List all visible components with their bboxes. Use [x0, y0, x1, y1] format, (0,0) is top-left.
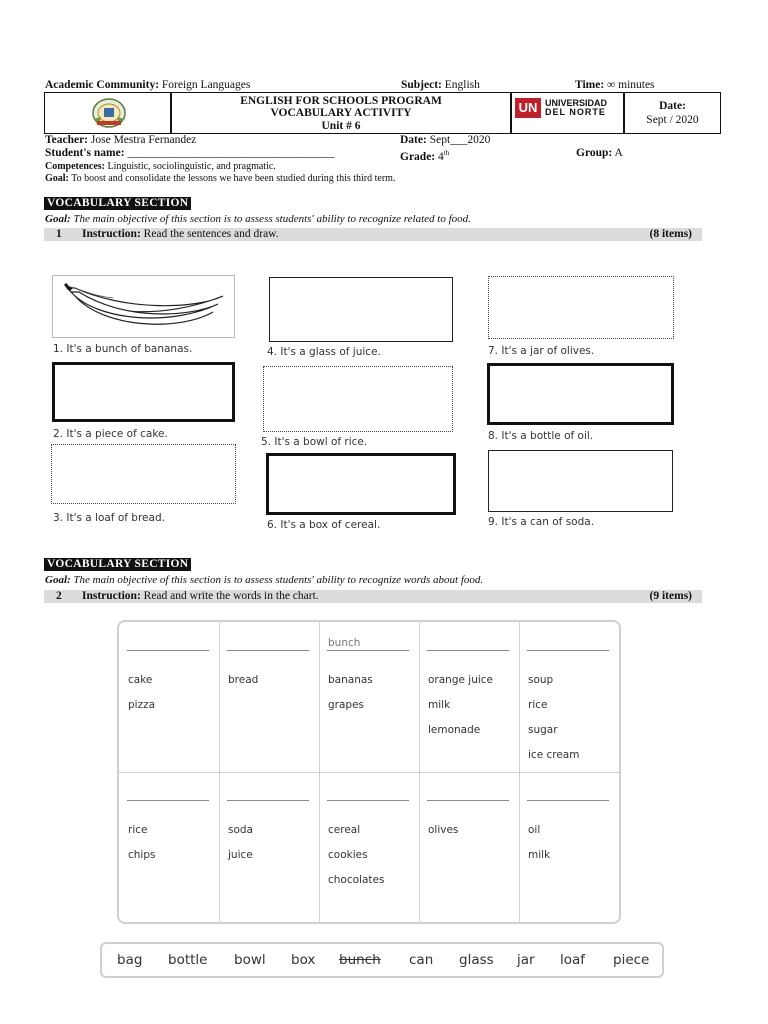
drawing-box-7[interactable] — [488, 276, 674, 339]
chart-cell — [319, 772, 419, 922]
chart-word: rice — [128, 824, 148, 836]
banana-image-box — [52, 275, 235, 338]
answer-blank[interactable] — [427, 800, 509, 801]
section2-goal: Goal: The main objective of this section is to assess students' ability to recognize words about food. — [45, 574, 484, 586]
chart-cell — [219, 622, 319, 772]
drawing-box-9[interactable] — [488, 450, 673, 512]
chart-word: juice — [228, 849, 253, 861]
word-bank-item: can — [409, 952, 434, 968]
caption-5: 5. It's a bowl of rice. — [261, 436, 368, 448]
goal: Goal: To boost and consolidate the lessons we have been studied during this third term. — [45, 173, 396, 184]
chart-cell — [519, 622, 619, 772]
chart-cell — [119, 772, 219, 922]
chart-word: cereal — [328, 824, 361, 836]
word-bank-item: glass — [459, 952, 494, 968]
unit-title: Unit # 6 — [321, 120, 361, 132]
subject: Subject: English — [401, 79, 480, 91]
grade: Grade: 4th — [400, 149, 450, 163]
section1-tag: VOCABULARY SECTION — [44, 197, 191, 210]
competences: Competences: Linguistic, sociolinguistic, and pragmatic. — [45, 161, 276, 172]
universidad-del-norte-logo: UN UNIVERSIDAD DEL NORTE — [515, 97, 619, 119]
chart-word: sugar — [528, 724, 558, 736]
caption-4: 4. It's a glass of juice. — [267, 346, 381, 358]
word-bank-item: jar — [517, 952, 535, 968]
header-box — [44, 92, 721, 134]
chart-word: pizza — [128, 699, 156, 711]
school-seal-icon — [91, 97, 127, 129]
activity-title: VOCABULARY ACTIVITY — [270, 107, 412, 119]
chart-word: soup — [528, 674, 554, 686]
caption-8: 8. It's a bottle of oil. — [488, 430, 594, 442]
answer-blank[interactable] — [227, 650, 309, 651]
caption-3: 3. It's a loaf of bread. — [53, 512, 165, 524]
answer-blank[interactable] — [527, 650, 609, 651]
chart-word: chips — [128, 849, 156, 861]
caption-9: 9. It's a can of soda. — [488, 516, 595, 528]
chart-word: bread — [228, 674, 259, 686]
answer-blank[interactable] — [427, 650, 509, 651]
chart-word: cookies — [328, 849, 368, 861]
word-bank-item: box — [291, 952, 316, 968]
answer-blank[interactable] — [327, 650, 409, 651]
drawing-box-4[interactable] — [269, 277, 453, 342]
group: Group: A — [576, 147, 623, 159]
chart-word: milk — [428, 699, 451, 711]
section2-instruction: 2 Instruction: Read and write the words in the chart. (9 items) — [44, 590, 702, 603]
word-bank-item: bottle — [168, 952, 208, 968]
time: Time: ∞ minutes — [575, 79, 655, 91]
word-bank-item-struck: bunch — [339, 952, 381, 968]
academic-community: Academic Community: Foreign Languages — [45, 79, 251, 91]
section1-goal: Goal: The main objective of this section is to assess students' ability to recognize related to food. — [45, 213, 471, 225]
answer-blank[interactable] — [127, 800, 209, 801]
word-bank-item: bowl — [234, 952, 266, 968]
drawing-box-2[interactable] — [52, 362, 235, 422]
bananas-icon — [53, 276, 234, 337]
chart-word: bananas — [328, 674, 373, 686]
drawing-box-6[interactable] — [266, 453, 456, 515]
drawing-box-3[interactable] — [51, 444, 236, 504]
program-title: ENGLISH FOR SCHOOLS PROGRAM — [240, 95, 442, 107]
chart-word: chocolates — [328, 874, 385, 886]
caption-6: 6. It's a box of cereal. — [267, 519, 381, 531]
chart-word: olives — [428, 824, 459, 836]
answer-blank[interactable] — [127, 650, 209, 651]
chart-cell — [419, 622, 519, 772]
chart-word: lemonade — [428, 724, 481, 736]
chart-word: milk — [528, 849, 551, 861]
info-date: Date: Sept___2020 — [400, 134, 491, 146]
word-chart — [117, 620, 621, 924]
teacher: Teacher: Jose Mestra Fernandez — [45, 134, 197, 146]
chart-cell — [319, 622, 419, 772]
chart-cell — [419, 772, 519, 922]
answer-blank[interactable] — [227, 800, 309, 801]
word-bank-item: loaf — [560, 952, 586, 968]
chart-word: ice cream — [528, 749, 580, 761]
header-topline — [45, 79, 725, 93]
section2-tag: VOCABULARY SECTION — [44, 558, 191, 571]
chart-word: oil — [528, 824, 541, 836]
caption-7: 7. It's a jar of olives. — [488, 345, 595, 357]
drawing-box-5[interactable] — [263, 366, 453, 432]
caption-2: 2. It's a piece of cake. — [53, 428, 168, 440]
chart-cell — [119, 622, 219, 772]
section1-instruction: 1 Instruction: Read the sentences and draw. (8 items) — [44, 228, 702, 241]
word-bank — [100, 942, 664, 978]
answer-blank[interactable] — [527, 800, 609, 801]
word-bank-item: bag — [117, 952, 143, 968]
chart-word: soda — [228, 824, 253, 836]
chart-word: rice — [528, 699, 548, 711]
chart-word: grapes — [328, 699, 365, 711]
caption-1: 1. It's a bunch of bananas. — [53, 343, 193, 355]
chart-word: orange juice — [428, 674, 494, 686]
chart-word: cake — [128, 674, 153, 686]
chart-cell-answer: bunch — [328, 637, 361, 649]
header-date: Date: Sept / 2020 — [646, 100, 699, 126]
student-name: Student's name: ____________________________________ — [45, 147, 335, 159]
answer-blank[interactable] — [327, 800, 409, 801]
chart-cell — [219, 772, 319, 922]
drawing-box-8[interactable] — [487, 363, 674, 425]
chart-cell — [519, 772, 619, 922]
word-bank-item: piece — [613, 952, 650, 968]
